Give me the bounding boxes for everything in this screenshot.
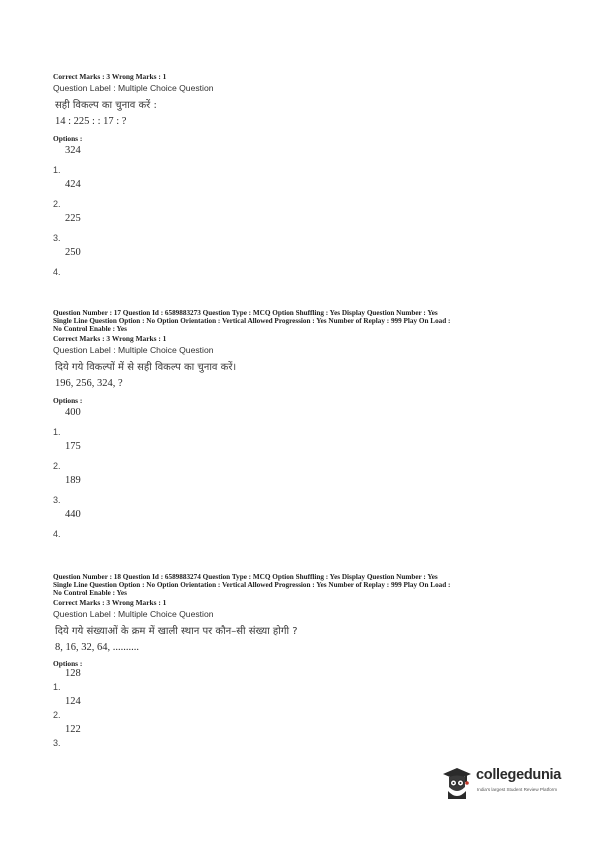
collegedunia-logo (440, 765, 580, 805)
question-label: Question Label : Multiple Choice Question (53, 608, 214, 619)
option-number: 4. (53, 528, 61, 539)
question-18 (53, 573, 553, 752)
option-number: 2. (53, 709, 61, 720)
option-number: 1. (53, 681, 61, 692)
options-list (53, 668, 553, 752)
option-item[interactable] (53, 509, 553, 543)
option-value: 189 (65, 474, 81, 486)
logo-wordmark: collegedunia (476, 767, 562, 783)
option-number: 3. (53, 233, 61, 243)
option-value: 424 (65, 179, 81, 190)
option-item[interactable] (53, 724, 553, 752)
graduate-mascot-icon (440, 765, 474, 801)
options-heading: Options : (53, 395, 83, 405)
question-17 (53, 309, 553, 543)
question-expression: 8, 16, 32, 64, .......... (55, 641, 139, 653)
meta-line: No Control Enable : Yes (53, 589, 127, 598)
option-value: 440 (65, 508, 81, 520)
question-meta (53, 309, 553, 334)
question-text: सही विकल्प का चुनाव करें : (55, 100, 157, 111)
option-number: 3. (53, 737, 61, 748)
option-number: 2. (53, 460, 61, 471)
option-number: 1. (53, 426, 61, 437)
question-expression: 14 : 225 : : 17 : ? (55, 116, 127, 127)
question-16 (53, 72, 553, 281)
option-item[interactable] (53, 668, 553, 696)
option-item[interactable] (53, 475, 553, 509)
correct-wrong-marks: Correct Marks : 3 Wrong Marks : 1 (53, 72, 167, 81)
question-expression: 196, 256, 324, ? (55, 377, 123, 389)
options-heading: Options : (53, 658, 83, 668)
option-value: 225 (65, 213, 81, 224)
question-meta (53, 573, 553, 598)
logo-tagline: India's largest Student Review Platform (477, 787, 558, 792)
option-item[interactable] (53, 441, 553, 475)
option-number: 1. (53, 165, 61, 175)
option-item[interactable] (53, 213, 553, 247)
meta-line: Question Number : 18 Question Id : 6589883274 Question Type : MCQ Option Shuffling : Yes Display Question Number : Yes (53, 573, 438, 581)
question-text: दिये गये विकल्पों में से सही विकल्प का चुनाव करें। (55, 361, 237, 373)
option-value: 324 (65, 145, 81, 156)
option-number: 4. (53, 267, 61, 277)
option-item[interactable] (53, 696, 553, 724)
meta-line: No Control Enable : Yes (53, 325, 127, 334)
option-value: 400 (65, 406, 81, 418)
meta-line: Single Line Question Option : No Option Orientation : Vertical Allowed Progression : Yes Number of Replay : 999 Play On Load : (53, 581, 451, 590)
question-text: दिये गये संख्याओं के क्रम में खाली स्थान पर कौन–सी संख्या होगी ? (55, 625, 298, 637)
option-value: 175 (65, 440, 81, 452)
question-label: Question Label : Multiple Choice Question (53, 83, 214, 93)
meta-line: Question Number : 17 Question Id : 6589883273 Question Type : MCQ Option Shuffling : Yes Display Question Number : Yes (53, 309, 438, 317)
option-number: 3. (53, 494, 61, 505)
correct-wrong-marks: Correct Marks : 3 Wrong Marks : 1 (53, 597, 167, 607)
option-number: 2. (53, 199, 61, 209)
option-value: 128 (65, 667, 81, 679)
options-list (53, 407, 553, 543)
option-value: 124 (65, 695, 81, 707)
question-label: Question Label : Multiple Choice Question (53, 344, 214, 355)
option-item[interactable] (53, 179, 553, 213)
option-item[interactable] (53, 145, 553, 179)
option-value: 122 (65, 723, 81, 735)
options-heading: Options : (53, 134, 83, 143)
meta-line: Single Line Question Option : No Option Orientation : Vertical Allowed Progression : Yes Number of Replay : 999 Play On Load : (53, 317, 451, 326)
correct-wrong-marks: Correct Marks : 3 Wrong Marks : 1 (53, 333, 167, 343)
option-value: 250 (65, 247, 81, 258)
option-item[interactable] (53, 407, 553, 441)
option-item[interactable] (53, 247, 553, 281)
options-list (53, 145, 553, 281)
